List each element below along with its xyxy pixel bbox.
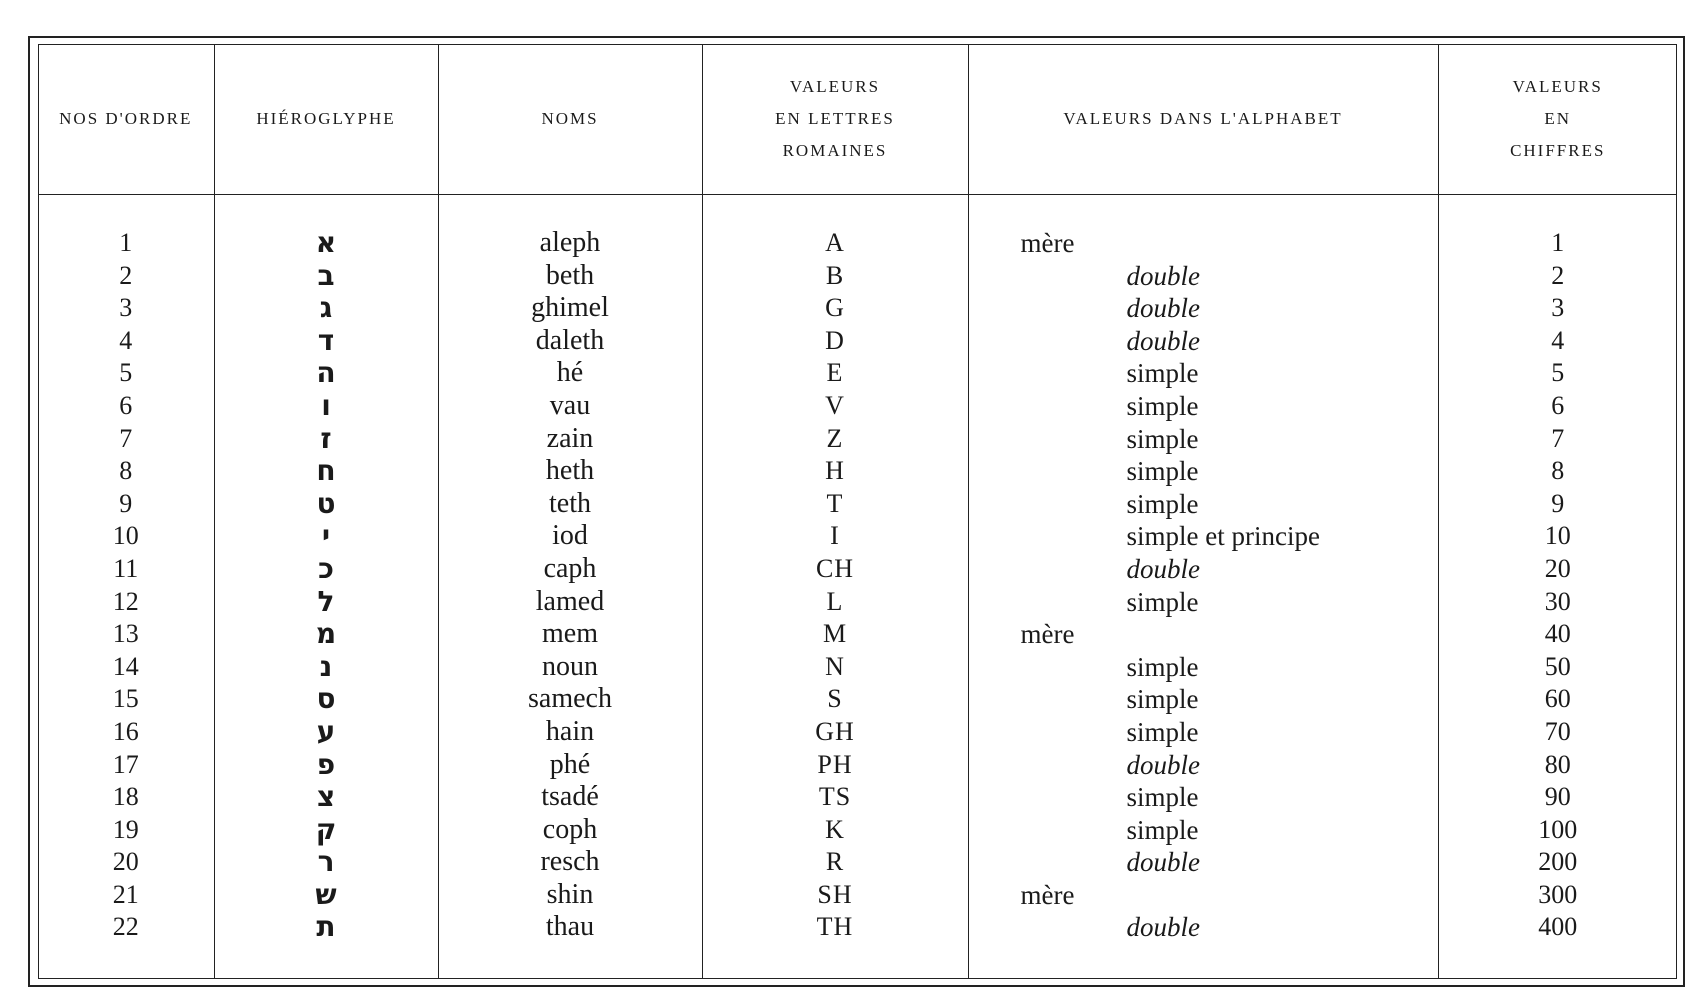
header-valeurs-romaines-line-2: EN LETTRES [775,109,895,128]
header-valeurs-romaines [702,44,968,195]
roman-value: TS [818,782,852,812]
order-number: 3 [119,293,133,323]
order-number: 22 [112,912,139,942]
order-number: 14 [112,651,139,681]
roman-value: GH [815,716,855,746]
letter-name: noun [542,650,598,682]
order-number: 11 [113,553,139,583]
letter-name: mem [542,618,598,650]
header-numero: NOS D'ORDRE [38,44,214,195]
letter-name: heth [545,455,595,487]
order-number: 21 [112,879,139,909]
header-valeurs-chiffres-line-1: VALEURS [1512,77,1603,96]
order-number: 7 [119,423,133,453]
hebrew-letter: ב [317,258,335,292]
alphabet-value [969,325,1438,358]
roman-value: K [825,814,845,844]
alphabet-value [969,423,1438,456]
letter-name: samech [528,683,612,715]
letter-name: hain [545,715,595,747]
roman-value: PH [817,749,853,779]
numeric-value: 40 [1544,619,1571,649]
alphabet-value-text: double [1126,325,1200,356]
letter-name: shin [546,878,594,910]
numeric-value: 300 [1538,879,1578,909]
numeric-value: 4 [1551,325,1565,355]
hieroglyphe-column [214,195,438,980]
order-number: 17 [112,749,139,779]
alphabet-value [969,357,1438,390]
alphabet-value [969,814,1438,847]
alphabet-value [969,227,1438,260]
alphabet-value [969,390,1438,423]
hebrew-letter: ח [316,454,336,488]
letter-name: coph [542,813,598,845]
order-number: 5 [119,358,133,388]
hebrew-letter: ל [317,584,335,618]
alphabet-column [968,195,1438,980]
alphabet-value-text: mère [1020,879,1075,910]
numeric-value: 20 [1544,553,1571,583]
order-number: 9 [119,488,133,518]
alphabet-value-text: simple et principe [1126,521,1320,552]
hebrew-letter: ר [317,845,335,879]
numeric-value: 2 [1551,260,1565,290]
hebrew-letter: י [321,519,331,553]
letter-name: ghimel [531,292,609,324]
order-number: 20 [112,847,139,877]
chiffres-column [1438,195,1677,980]
hebrew-letter: כ [318,551,334,585]
letter-name: iod [552,520,588,552]
hebrew-letter: ו [321,388,331,422]
hebrew-letter: צ [316,780,336,814]
header-valeurs-alphabet: VALEURS DANS L'ALPHABET [968,44,1438,195]
alphabet-value [969,455,1438,488]
numeric-value: 60 [1544,684,1571,714]
header-valeurs-romaines-line-1: VALEURS [789,77,881,96]
romaines-column [702,195,968,980]
numeric-value: 400 [1538,912,1578,942]
order-number: 8 [119,456,133,486]
numero-column [38,195,214,980]
numeric-value: 80 [1544,749,1571,779]
header-valeurs-romaines-line-3: ROMAINES [782,141,888,160]
header-valeurs-chiffres [1438,44,1677,195]
hebrew-letter: ס [316,682,336,716]
order-number: 2 [119,260,133,290]
numeric-value: 100 [1538,814,1578,844]
numeric-value: 6 [1551,390,1565,420]
roman-value: B [825,260,845,290]
alphabet-value [969,618,1438,651]
roman-value: V [825,390,845,420]
letter-name: resch [540,846,600,878]
hebrew-letter: נ [319,649,333,683]
hebrew-letter: ק [315,812,337,846]
letter-name: hé [556,357,584,389]
alphabet-value-text: simple [1126,488,1199,519]
letter-name: aleph [539,227,601,258]
header-hieroglyphe: HIÉROGLYPHE [214,44,438,195]
roman-value: D [825,325,845,355]
roman-value: R [825,847,845,877]
order-number: 13 [112,619,139,649]
roman-value: E [826,358,844,388]
hebrew-letter: פ [316,747,336,781]
letter-name: lamed [535,585,605,617]
roman-value: H [825,456,845,486]
alphabet-value-text: double [1126,749,1200,780]
roman-value: CH [815,553,855,583]
roman-value: I [830,521,840,551]
alphabet-value [969,586,1438,619]
roman-value: Z [826,423,844,453]
order-number: 6 [119,390,133,420]
hebrew-letter: ט [316,486,336,520]
alphabet-value [969,716,1438,749]
roman-value: G [825,293,845,323]
hebrew-letter: ע [316,714,336,748]
body-row [38,195,1677,980]
order-number: 16 [112,716,139,746]
letter-name: zain [546,422,594,454]
hebrew-alphabet-table [38,44,1677,979]
hebrew-letter: ה [316,356,336,390]
alphabet-value-text: simple [1126,782,1199,813]
alphabet-value-text: mère [1020,619,1075,650]
numeric-value: 50 [1544,651,1571,681]
header-noms: NOMS [438,44,702,195]
alphabet-value-text: simple [1126,814,1199,845]
hebrew-letter: ד [317,323,335,357]
alphabet-value-text: double [1126,260,1200,291]
order-number: 4 [119,325,133,355]
roman-value: SH [817,879,853,909]
roman-value: S [827,684,843,714]
roman-value: L [826,586,844,616]
alphabet-value-text: simple [1126,684,1199,715]
alphabet-value-text: simple [1126,586,1199,617]
alphabet-value-text: simple [1126,651,1199,682]
numeric-value: 90 [1544,782,1571,812]
letter-name: tsadé [541,781,599,813]
roman-value: TH [816,912,854,942]
alphabet-value-text: simple [1126,390,1199,421]
alphabet-value-text: simple [1126,716,1199,747]
alphabet-value [969,260,1438,293]
alphabet-value-text: simple [1126,456,1199,487]
hebrew-letter: ז [320,421,332,455]
numeric-value: 30 [1544,586,1571,616]
noms-column [438,195,702,980]
alphabet-value-text: mère [1020,228,1075,258]
hebrew-letter: ת [316,910,336,944]
roman-value: A [825,228,845,257]
alphabet-value [969,846,1438,879]
order-number: 18 [112,782,139,812]
letter-name: phé [549,748,591,780]
alphabet-value [969,749,1438,782]
hebrew-letter: א [315,226,337,259]
alphabet-value [969,651,1438,684]
alphabet-value [969,879,1438,912]
letter-name: thau [545,911,595,943]
numeric-value: 200 [1538,847,1578,877]
header-row [38,44,1677,195]
alphabet-value-text: double [1126,912,1200,943]
roman-value: T [826,488,844,518]
order-number: 19 [112,814,139,844]
numeric-value: 8 [1551,456,1565,486]
numeric-value: 9 [1551,488,1565,518]
letter-name: vau [549,389,591,421]
order-number: 12 [112,586,139,616]
numeric-value: 7 [1551,423,1565,453]
alphabet-value-text: double [1126,553,1200,584]
alphabet-value [969,553,1438,586]
alphabet-value-text: simple [1126,358,1199,389]
numeric-value: 1 [1551,228,1565,257]
alphabet-value [969,292,1438,325]
numeric-value: 70 [1544,716,1571,746]
order-number: 10 [112,521,139,551]
hebrew-letter: ג [319,291,333,325]
alphabet-value [969,520,1438,553]
alphabet-value-text: double [1126,847,1200,878]
alphabet-value-text: double [1126,293,1200,324]
numeric-value: 5 [1551,358,1565,388]
roman-value: N [825,651,845,681]
alphabet-value-text: simple [1126,423,1199,454]
letter-name: teth [549,487,591,519]
numeric-value: 3 [1551,293,1565,323]
header-valeurs-chiffres-line-2: EN [1544,109,1572,128]
alphabet-value [969,683,1438,716]
hebrew-letter: מ [315,617,337,651]
alphabet-value [969,781,1438,814]
order-number: 15 [112,684,139,714]
alphabet-value [969,488,1438,521]
order-number: 1 [119,228,133,257]
roman-value: M [822,619,848,649]
numeric-value: 10 [1544,521,1571,551]
hebrew-letter: ש [315,877,337,911]
letter-name: beth [545,259,595,291]
header-valeurs-chiffres-line-3: CHIFFRES [1510,141,1606,160]
alphabet-value [969,911,1438,944]
letter-name: caph [543,552,597,584]
letter-name: daleth [535,324,605,356]
